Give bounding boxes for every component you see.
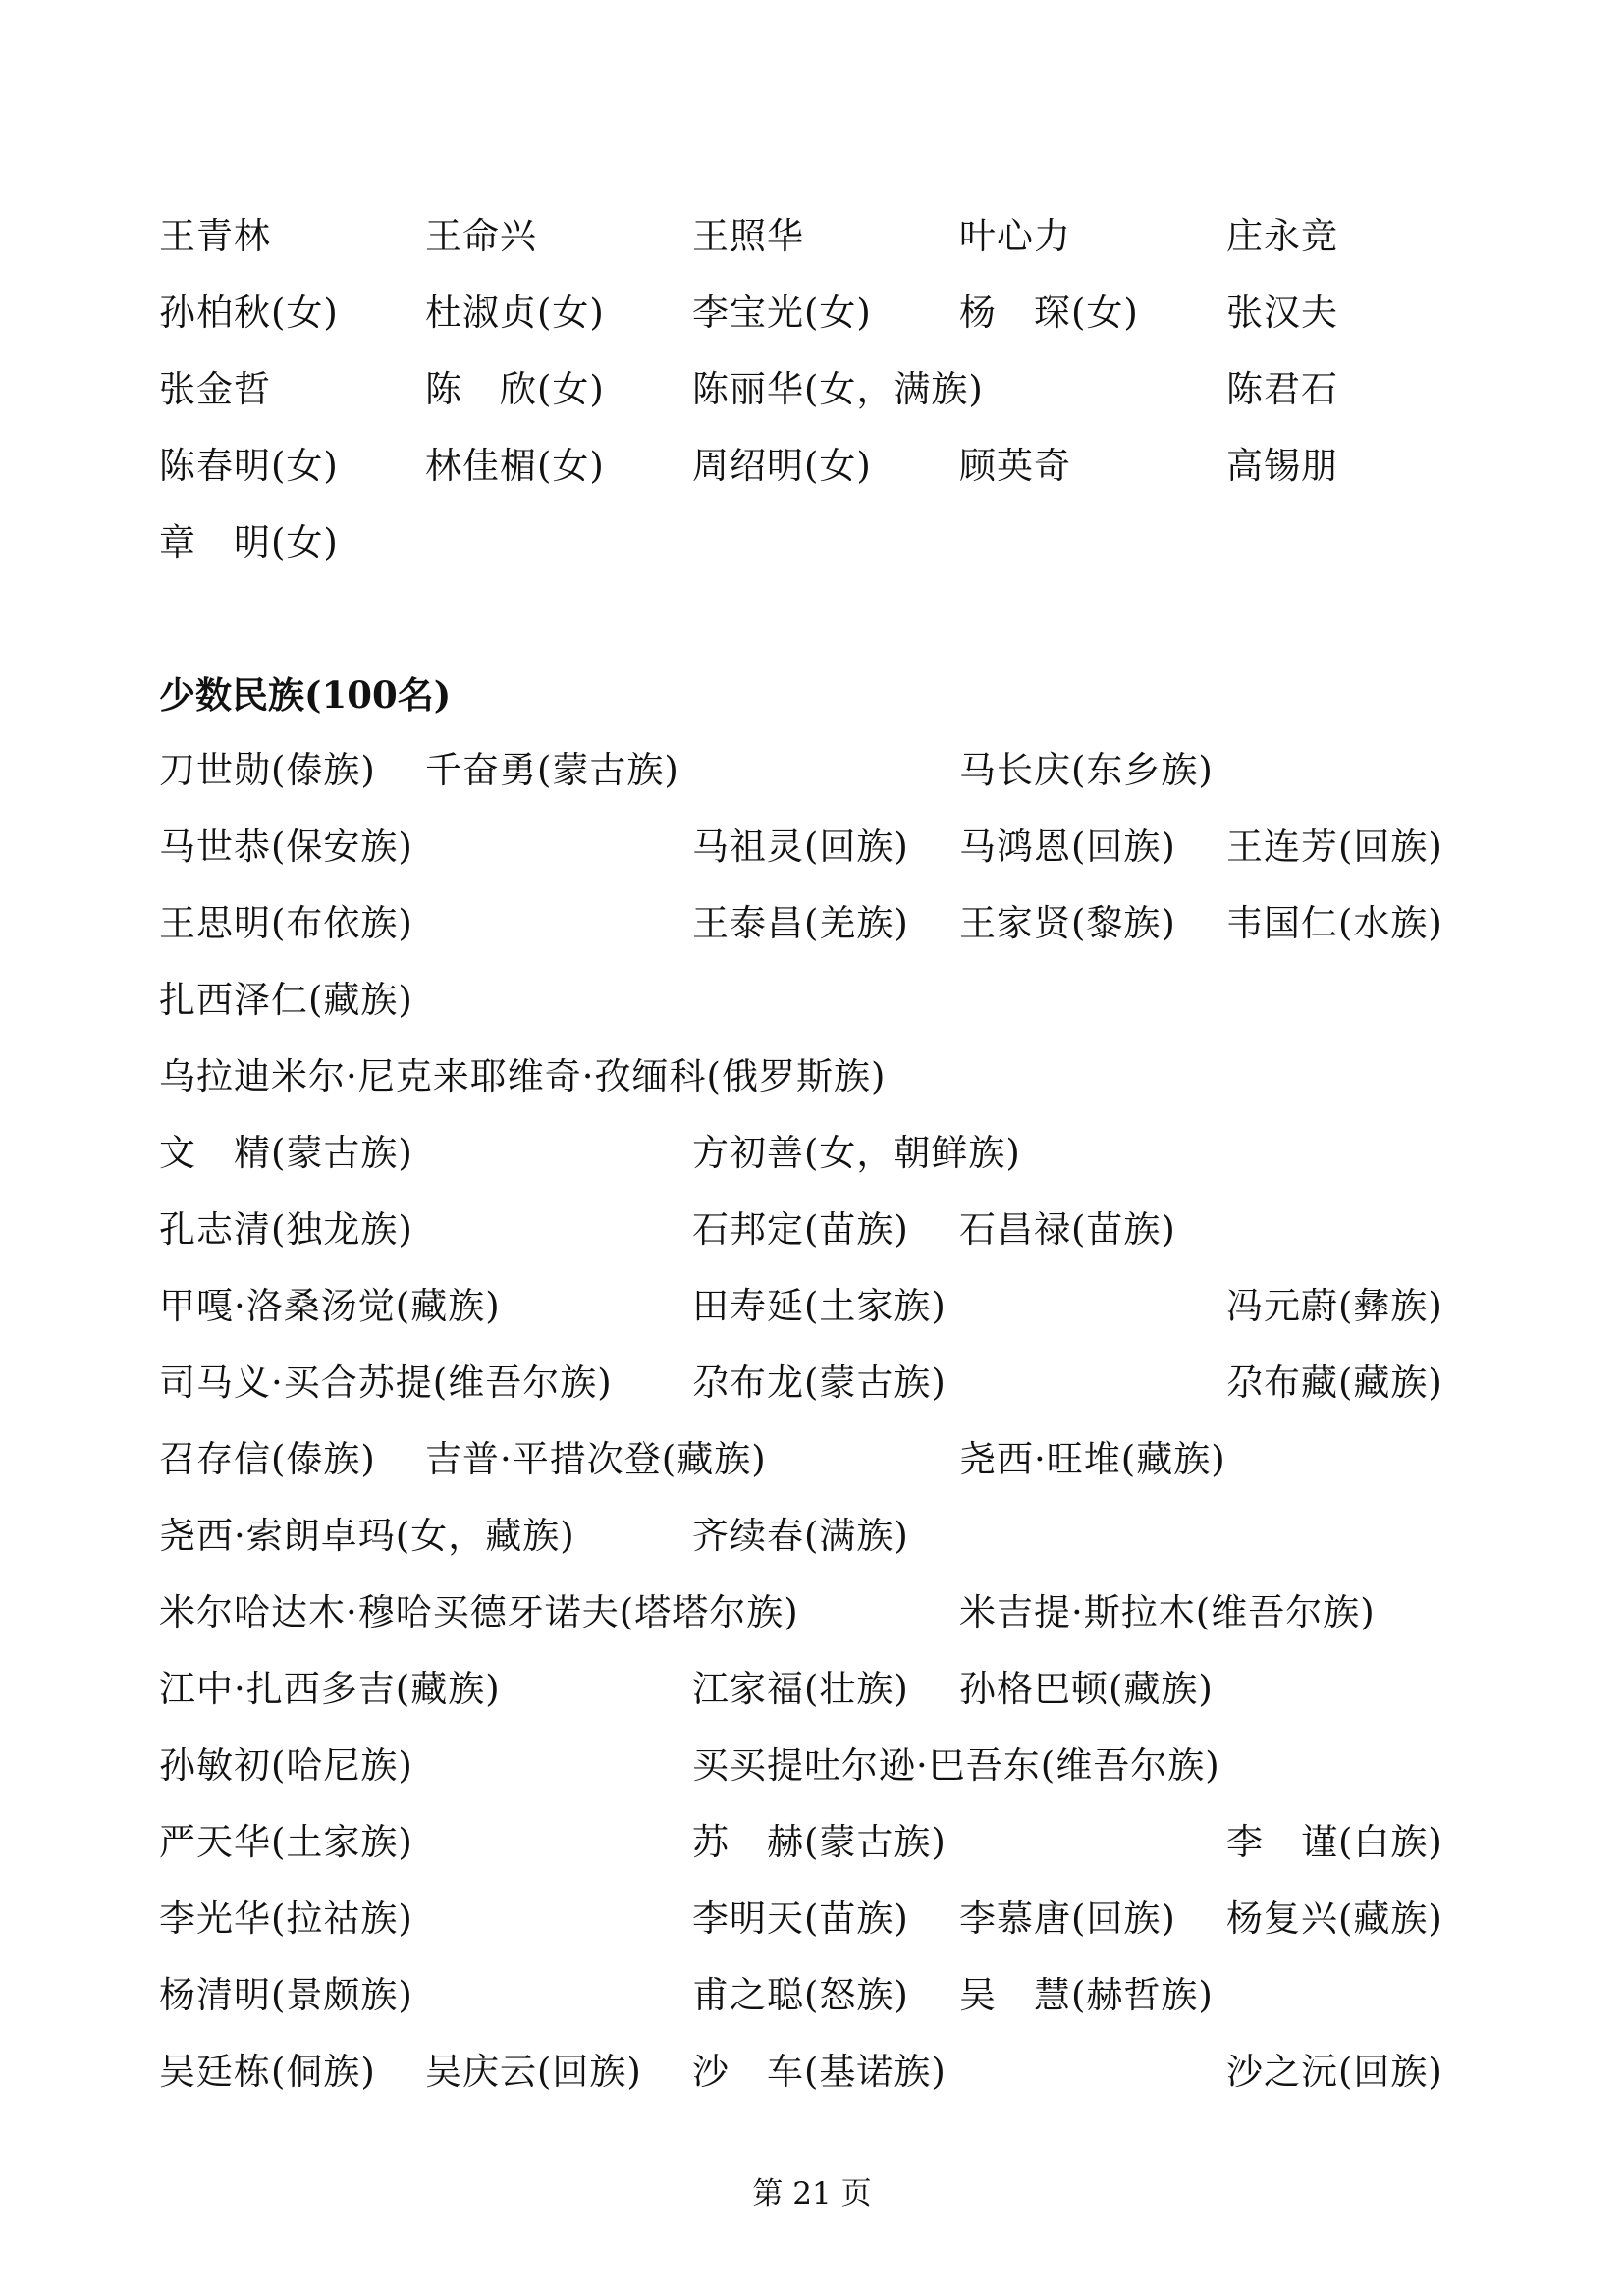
name-entry: 王命兴 <box>425 215 537 257</box>
name-row <box>0 1736 1624 1795</box>
name-entry: 王泰昌(羌族) <box>692 902 909 944</box>
name-entry: 周绍明(女) <box>692 445 872 487</box>
name-row <box>0 1430 1624 1489</box>
name-row <box>0 1966 1624 2025</box>
name-row <box>0 207 1624 266</box>
name-entry: 李明天(苗族) <box>692 1897 909 1940</box>
name-entry: 齐续春(满族) <box>692 1515 909 1557</box>
name-entry: 马祖灵(回族) <box>692 826 909 868</box>
name-entry: 石邦定(苗族) <box>692 1208 909 1251</box>
name-row <box>0 818 1624 877</box>
name-entry: 孙格巴顿(藏族) <box>959 1668 1214 1710</box>
name-entry: 陈君石 <box>1226 368 1338 410</box>
name-entry: 高锡朋 <box>1226 445 1338 487</box>
name-entry: 司马义·买合苏提(维吾尔族) <box>159 1362 613 1404</box>
name-entry: 章 明(女) <box>159 521 339 563</box>
name-entry: 千奋勇(蒙古族) <box>425 749 679 791</box>
name-entry: 林佳楣(女) <box>425 445 605 487</box>
name-row <box>0 1124 1624 1183</box>
name-entry: 杨 琛(女) <box>959 292 1139 334</box>
name-row <box>0 1890 1624 1949</box>
name-entry: 吉普·平措次登(藏族) <box>425 1438 767 1480</box>
name-row <box>0 971 1624 1030</box>
name-entry: 庄永竞 <box>1226 215 1338 257</box>
name-entry: 江家福(壮族) <box>692 1668 909 1710</box>
name-entry: 苏 赫(蒙古族) <box>692 1821 947 1863</box>
name-entry: 刀世勋(傣族) <box>159 749 376 791</box>
name-row <box>0 741 1624 800</box>
name-entry: 杨清明(景颇族) <box>159 1974 413 2016</box>
name-entry: 严天华(土家族) <box>159 1821 413 1863</box>
name-row <box>0 1507 1624 1566</box>
name-entry: 田寿延(土家族) <box>692 1285 947 1327</box>
name-entry: 甲嘎·洛桑汤觉(藏族) <box>159 1285 501 1327</box>
name-entry: 米吉提·斯拉木(维吾尔族) <box>959 1591 1376 1633</box>
name-entry: 孙敏初(哈尼族) <box>159 1744 413 1787</box>
name-entry: 叶心力 <box>959 215 1071 257</box>
name-entry: 孙柏秋(女) <box>159 292 339 334</box>
name-entry: 石昌禄(苗族) <box>959 1208 1176 1251</box>
name-entry: 吴庆云(回族) <box>425 2051 642 2093</box>
name-entry: 沙之沅(回族) <box>1226 2051 1443 2093</box>
name-entry: 王青林 <box>159 215 271 257</box>
name-entry: 召存信(傣族) <box>159 1438 376 1480</box>
name-entry: 马长庆(东乡族) <box>959 749 1214 791</box>
name-row <box>0 360 1624 419</box>
name-entry: 扎西泽仁(藏族) <box>159 979 413 1021</box>
name-entry: 王家贤(黎族) <box>959 902 1176 944</box>
name-entry: 陈春明(女) <box>159 445 339 487</box>
name-entry: 尧西·旺堆(藏族) <box>959 1438 1226 1480</box>
name-entry: 马鸿恩(回族) <box>959 826 1176 868</box>
name-entry: 杨复兴(藏族) <box>1226 1897 1443 1940</box>
name-entry: 孔志清(独龙族) <box>159 1208 413 1251</box>
name-entry: 文 精(蒙古族) <box>159 1132 413 1174</box>
name-entry: 李宝光(女) <box>692 292 872 334</box>
name-entry: 李 谨(白族) <box>1226 1821 1443 1863</box>
name-row <box>0 1583 1624 1642</box>
name-entry: 杜淑贞(女) <box>425 292 605 334</box>
name-row <box>0 1354 1624 1413</box>
name-entry: 张金哲 <box>159 368 271 410</box>
name-row <box>0 2043 1624 2102</box>
name-entry: 乌拉迪米尔·尼克来耶维奇·孜缅科(俄罗斯族) <box>159 1055 887 1097</box>
section-heading: 少数民族(100名) <box>159 673 452 717</box>
name-entry: 王照华 <box>692 215 804 257</box>
name-entry: 韦国仁(水族) <box>1226 902 1443 944</box>
name-entry: 李光华(拉祜族) <box>159 1897 413 1940</box>
name-entry: 李慕唐(回族) <box>959 1897 1176 1940</box>
name-row <box>0 284 1624 343</box>
name-entry: 甫之聪(怒族) <box>692 1974 909 2016</box>
name-entry: 马世恭(保安族) <box>159 826 413 868</box>
name-entry: 尧西·索朗卓玛(女，藏族) <box>159 1515 575 1557</box>
name-entry: 吴廷栋(侗族) <box>159 2051 376 2093</box>
name-entry: 王连芳(回族) <box>1226 826 1443 868</box>
name-entry: 沙 车(基诺族) <box>692 2051 947 2093</box>
name-row <box>0 1660 1624 1719</box>
name-entry: 陈丽华(女，满族) <box>692 368 984 410</box>
name-entry: 方初善(女，朝鲜族) <box>692 1132 1021 1174</box>
name-entry: 张汉夫 <box>1226 292 1338 334</box>
name-entry: 顾英奇 <box>959 445 1071 487</box>
name-row <box>0 1201 1624 1259</box>
name-entry: 陈 欣(女) <box>425 368 605 410</box>
name-row <box>0 894 1624 953</box>
name-entry: 买买提吐尔逊·巴吾东(维吾尔族) <box>692 1744 1220 1787</box>
name-entry: 尕布藏(藏族) <box>1226 1362 1443 1404</box>
name-entry: 王思明(布依族) <box>159 902 413 944</box>
page-number: 第 21 页 <box>752 2176 872 2212</box>
name-entry: 尕布龙(蒙古族) <box>692 1362 947 1404</box>
name-entry: 江中·扎西多吉(藏族) <box>159 1668 501 1710</box>
name-entry: 冯元蔚(彝族) <box>1226 1285 1443 1327</box>
name-row <box>0 513 1624 572</box>
name-row <box>0 1813 1624 1872</box>
name-entry: 吴 慧(赫哲族) <box>959 1974 1214 2016</box>
name-entry: 米尔哈达木·穆哈买德牙诺夫(塔塔尔族) <box>159 1591 799 1633</box>
name-row <box>0 1277 1624 1336</box>
name-row <box>0 437 1624 496</box>
name-row <box>0 1047 1624 1106</box>
